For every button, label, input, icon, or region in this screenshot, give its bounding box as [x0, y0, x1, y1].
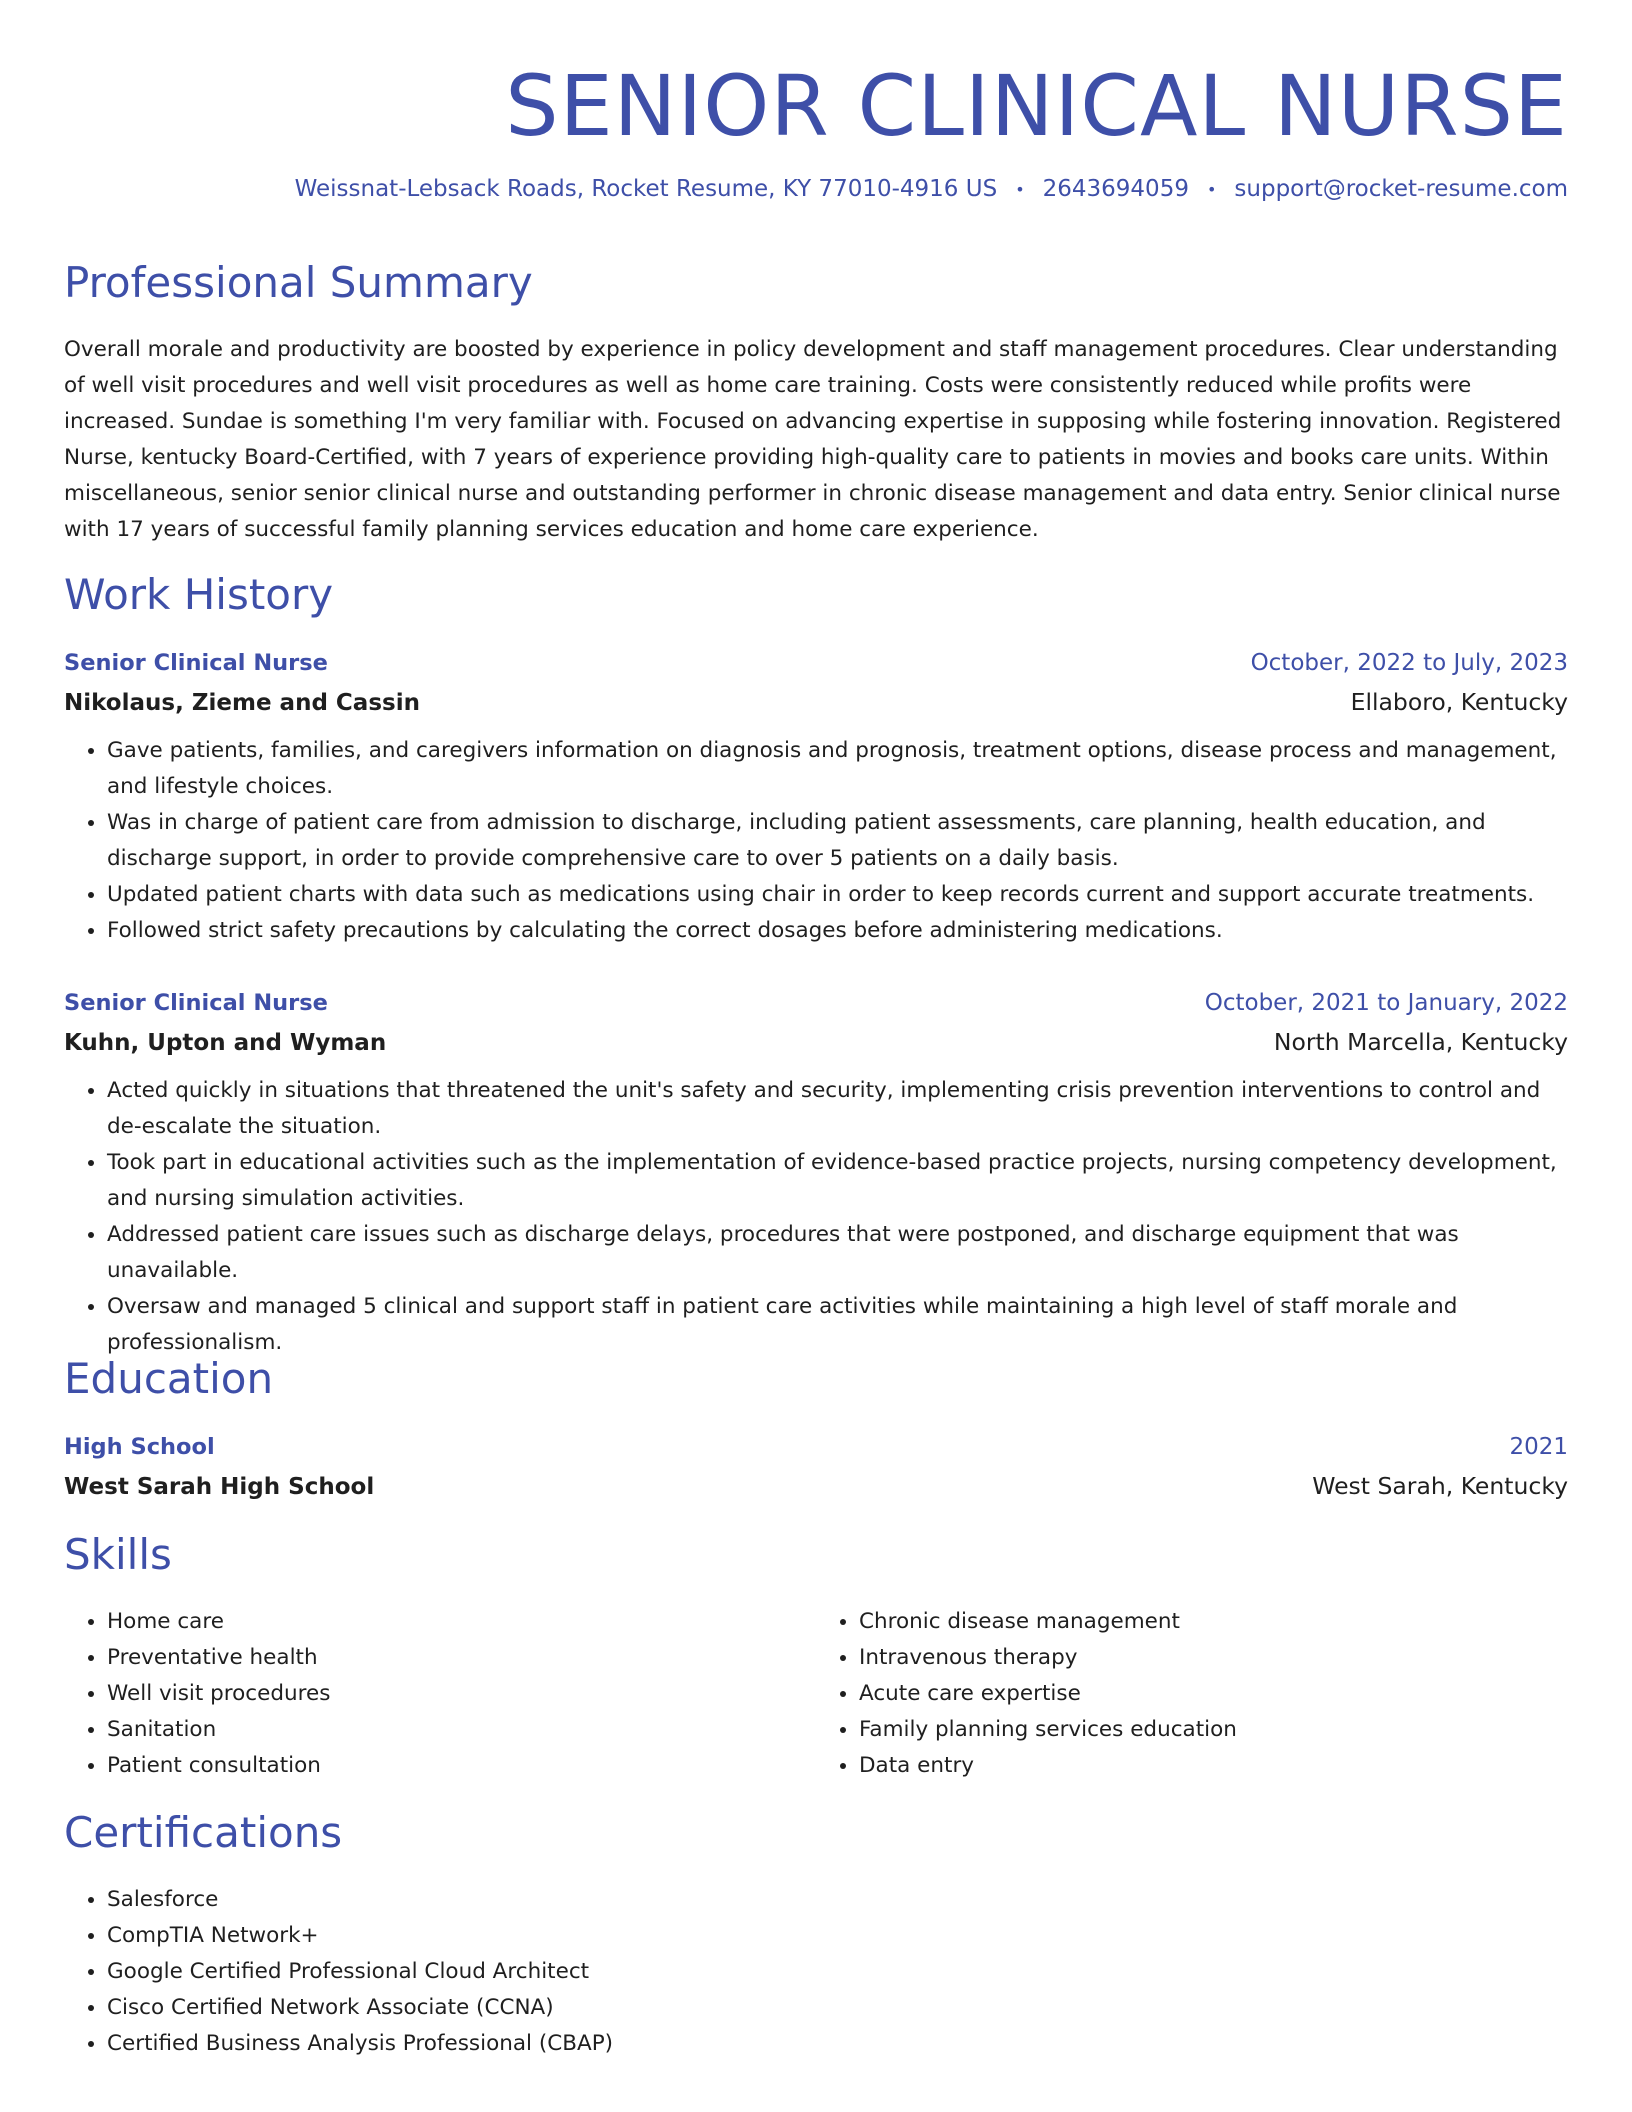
job-bullets: [64, 1073, 1568, 1361]
certifications-list: [64, 1882, 613, 2062]
list-item: • Chronic disease management: [859, 1604, 1568, 1640]
email: support@rocket-resume.com: [1234, 176, 1568, 202]
list-item: • Followed strict safety precautions by calculating the correct dosages before administering medications.: [107, 913, 1568, 949]
separator-dot: •: [1015, 179, 1025, 199]
job-entry: [64, 644, 1568, 949]
list-item: • Sanitation: [107, 1712, 816, 1748]
list-item: • Acute care expertise: [859, 1676, 1568, 1712]
education-school: West Sarah High School: [64, 1474, 375, 1500]
education-degree: High School: [64, 1434, 215, 1460]
list-item: • Data entry: [859, 1748, 1568, 1784]
resume-page: [64, 0, 1568, 2056]
skills-list: [64, 1604, 1568, 1784]
job-dates: October, 2021 to January, 2022: [1204, 990, 1568, 1016]
list-item: • Addressed patient care issues such as discharge delays, procedures that were postponed, and discharge equipment that was unavailable.: [107, 1217, 1568, 1289]
phone: 2643694059: [1042, 176, 1189, 202]
list-item: • Updated patient charts with data such as medications using chair in order to keep records current and support accurate treatments.: [107, 877, 1568, 913]
list-item: • Took part in educational activities such as the implementation of evidence-based practice projects, nursing competency development, and nursing simulation activities.: [107, 1145, 1568, 1217]
education-heading: Education: [64, 1354, 274, 1403]
job-dates: October, 2022 to July, 2023: [1250, 650, 1568, 676]
address: Weissnat-Lebsack Roads, Rocket Resume, KY 77010-4916 US: [294, 176, 998, 202]
list-item: • Family planning services education: [859, 1712, 1568, 1748]
skills-heading: Skills: [64, 1530, 172, 1579]
job-role: Senior Clinical Nurse: [64, 990, 328, 1016]
education-location: West Sarah, Kentucky: [1312, 1472, 1568, 1500]
list-item: • Intravenous therapy: [859, 1640, 1568, 1676]
education-entry: [64, 1428, 1568, 1507]
job-entry: [64, 984, 1568, 1361]
job-location: Ellaboro, Kentucky: [1350, 688, 1568, 716]
summary-text: Overall morale and productivity are boosted by experience in policy development and staff management procedures. Clear understanding of well visit procedures and well visit procedures as well as home care training. Costs were consistently reduced while profits were increased. Sundae is something I'm very familiar with. Focused on advancing expertise in supposing while fostering innovation. Registered Nurse, kentucky Board-Certified, with 7 years of experience providing high-quality care to patients in movies and books care units. Within miscellaneous, senior senior clinical nurse and outstanding performer in chronic disease management and data entry. Senior clinical nurse with 17 years of successful family planning services education and home care experience.: [64, 337, 1562, 542]
education-year: 2021: [1509, 1434, 1568, 1460]
list-item: • Salesforce: [107, 1882, 613, 1918]
list-item: • Certified Business Analysis Professional (CBAP): [107, 2026, 613, 2062]
resume-title: SENIOR CLINICAL NURSE: [505, 57, 1568, 155]
contact-line: [295, 176, 1568, 202]
list-item: • Patient consultation: [107, 1748, 816, 1784]
job-bullets: [64, 733, 1568, 949]
list-item: • Home care: [107, 1604, 816, 1640]
separator-dot: •: [1206, 179, 1217, 199]
list-item: • Oversaw and managed 5 clinical and support staff in patient care activities while maintaining a high level of staff morale and professionalism.: [107, 1289, 1568, 1361]
list-item: • Acted quickly in situations that threatened the unit's safety and security, implementing crisis prevention interventions to control and de-escalate the situation.: [107, 1073, 1568, 1145]
summary-heading: Professional Summary: [64, 258, 533, 307]
list-item: • Google Certified Professional Cloud Architect: [107, 1954, 613, 1990]
work-history-heading: Work History: [64, 570, 334, 619]
list-item: • Gave patients, families, and caregivers information on diagnosis and prognosis, treatment options, disease process and management, and lifestyle choices.: [107, 733, 1568, 805]
skills-column-right: [816, 1604, 1568, 1784]
job-employer: Kuhn, Upton and Wyman: [64, 1030, 387, 1056]
list-item: • Preventative health: [107, 1640, 816, 1676]
list-item: • Cisco Certified Network Associate (CCNA): [107, 1990, 613, 2026]
certifications-heading: Certifications: [64, 1808, 343, 1857]
skills-column-left: [64, 1604, 816, 1784]
job-location: North Marcella, Kentucky: [1273, 1028, 1568, 1056]
list-item: • Was in charge of patient care from admission to discharge, including patient assessments, care planning, health education, and discharge support, in order to provide comprehensive care to over 5 patients on a daily basis.: [107, 805, 1568, 877]
list-item: • CompTIA Network+: [107, 1918, 613, 1954]
list-item: • Well visit procedures: [107, 1676, 816, 1712]
job-employer: Nikolaus, Zieme and Cassin: [64, 690, 420, 716]
job-role: Senior Clinical Nurse: [64, 650, 328, 676]
